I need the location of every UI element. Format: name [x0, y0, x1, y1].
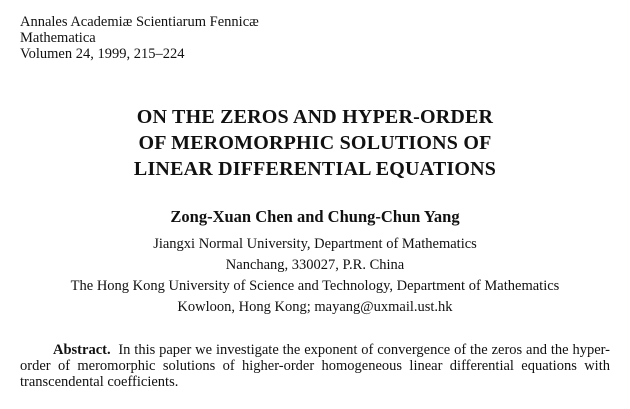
abstract — [20, 342, 610, 390]
abstract-text: In this paper we investigate the exponent of convergence of the zeros and the hyper-order of meromorphic solutions of higher-order homogeneous linear differential equations with transcendental coefficients. — [20, 342, 611, 390]
affiliation-line: Nanchang, 330027, P.R. China — [225, 257, 405, 273]
journal-series: Mathematica — [20, 30, 96, 46]
journal-name: Annales Academiæ Scientiarum Fennicæ — [20, 14, 259, 30]
affiliation-line: The Hong Kong University of Science and Technology, Department of Mathematics — [70, 278, 560, 294]
journal-header — [20, 14, 259, 62]
title-line: OF MEROMORPHIC SOLUTIONS OF — [138, 132, 492, 154]
title-line: LINEAR DIFFERENTIAL EQUATIONS — [133, 158, 497, 180]
affiliations — [0, 234, 630, 318]
affiliation-line: Kowloon, Hong Kong; mayang@uxmail.ust.hk — [177, 299, 453, 315]
title-line: ON THE ZEROS AND HYPER-ORDER — [136, 106, 494, 128]
paper-authors: Zong-Xuan Chen and Chung-Chun Yang — [170, 207, 460, 226]
affiliation-line: Jiangxi Normal University, Department of Mathematics — [153, 236, 477, 252]
paper-title — [0, 104, 630, 182]
journal-volume: Volumen 24, 1999, 215–224 — [20, 46, 185, 62]
abstract-label: Abstract. — [53, 342, 111, 358]
